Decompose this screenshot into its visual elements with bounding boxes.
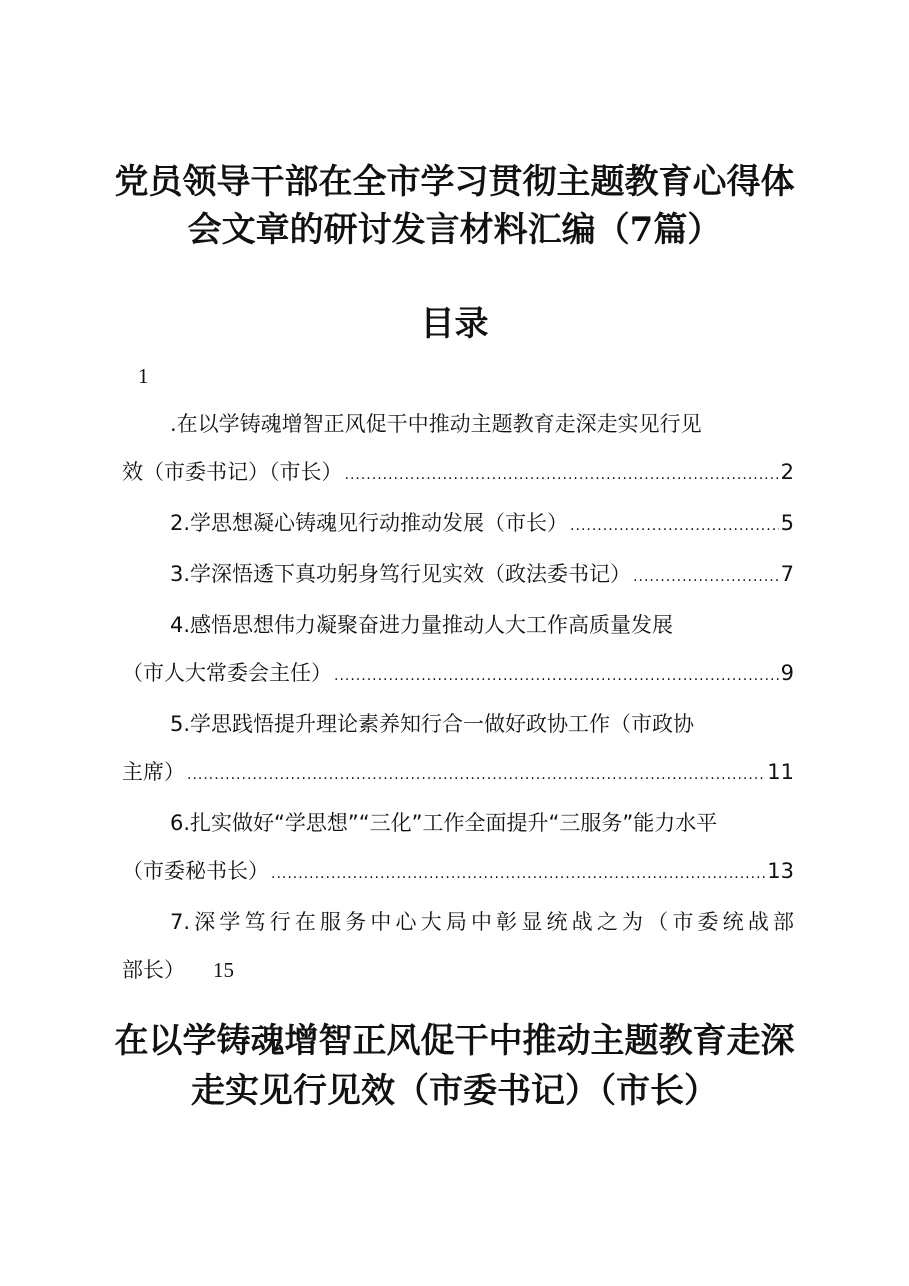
toc-page-number: 9 — [780, 661, 794, 685]
toc-entry-1[interactable] — [122, 400, 794, 499]
toc-entry-title: 3.学深悟透下真功躬身笃行见实效（政法委书记） — [170, 562, 632, 586]
toc-entry-title-cont: 部长） — [122, 958, 185, 982]
toc-leader-dots — [570, 502, 779, 550]
document-title-line1: 党员领导干部在全市学习贯彻主题教育心得体 — [114, 162, 795, 202]
toc-entry-5[interactable] — [122, 700, 794, 799]
toc-entry-title: 4.感悟思想伟力凝聚奋进力量推动人大工作高质量发展 — [170, 613, 674, 637]
document-title — [100, 158, 809, 254]
toc-entry-title-cont: 主席） — [122, 760, 185, 784]
toc-leader-dots — [633, 553, 779, 601]
toc-page-number: 7 — [780, 562, 794, 586]
toc-entry-3[interactable] — [122, 550, 794, 601]
toc-entry-2[interactable] — [122, 499, 794, 550]
toc-leader-dots — [334, 652, 779, 700]
toc-entry-title: .在以学铸魂增智正风促干中推动主题教育走深走实见行见 — [170, 412, 702, 436]
toc-entry-title: 5.学思践悟提升理论素养知行合一做好政协工作（市政协 — [170, 712, 695, 736]
toc-entry-title: 2.学思想凝心铸魂见行动推动发展（市长） — [170, 511, 569, 535]
toc-page-number: 2 — [780, 460, 794, 484]
toc-leader-dots — [271, 850, 765, 898]
table-of-contents — [122, 400, 794, 994]
section-title-line2: 走实见行见效（市委书记）（市长） — [191, 1071, 718, 1111]
toc-leader-dots — [187, 751, 765, 799]
toc-heading: 目录 — [420, 304, 489, 344]
toc-page-number: 5 — [780, 511, 794, 535]
toc-entry-7[interactable] — [122, 898, 794, 994]
section-title — [100, 1016, 809, 1116]
toc-page-number: 15 — [213, 958, 234, 982]
toc-entry-6[interactable] — [122, 799, 794, 898]
toc-entry-title: 6.扎实做好“学思想”“三化”工作全面提升“三服务”能力水平 — [170, 811, 718, 835]
toc-leader-dots — [345, 451, 779, 499]
section-title-line1: 在以学铸魂增智正风促干中推动主题教育走深 — [114, 1021, 795, 1061]
toc-page-number: 11 — [767, 760, 794, 784]
toc-entry-4[interactable] — [122, 601, 794, 700]
toc-number-fragment: 1 — [138, 364, 149, 388]
toc-page-number: 13 — [767, 859, 794, 883]
toc-entry-title-cont: （市人大常委会主任） — [122, 661, 332, 685]
document-title-line2: 会文章的研讨发言材料汇编（7篇） — [187, 210, 722, 250]
toc-entry-title-cont: 效（市委书记）（市长） — [122, 460, 343, 484]
toc-entry-title: 7.深学笃行在服务中心大局中彰显统战之为（市委统战部 — [170, 910, 794, 934]
toc-entry-title-cont: （市委秘书长） — [122, 859, 269, 883]
